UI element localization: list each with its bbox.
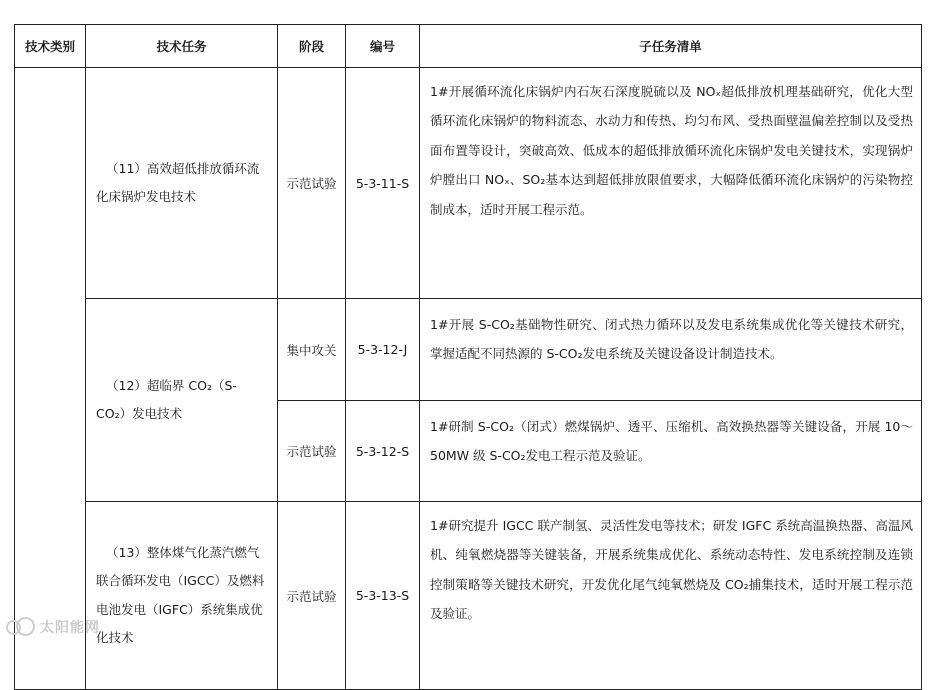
code-cell: 5-3-13-S	[346, 502, 420, 690]
table-row	[15, 299, 922, 401]
table-row	[15, 502, 922, 690]
task-cell	[86, 68, 278, 299]
task-label-rest: 联合循环发电（IGCC）及燃料电池发电（IGFC）系统集成优化技术	[96, 573, 265, 645]
watermark-text: 太阳能网	[40, 620, 100, 636]
task-label-first: （12）超临界 CO₂（S-	[106, 377, 237, 393]
watermark	[6, 616, 100, 638]
stage-cell: 示范试验	[278, 502, 346, 690]
table-header-row	[15, 25, 922, 68]
task-cell	[86, 299, 278, 502]
stage-cell: 集中攻关	[278, 299, 346, 401]
task-label-first: （13）整体煤气化蒸汽燃气	[106, 544, 260, 560]
code-cell: 5-3-11-S	[346, 68, 420, 299]
header-category: 技术类别	[15, 25, 86, 68]
category-cell	[15, 68, 86, 690]
header-subtasks: 子任务清单	[420, 25, 922, 68]
header-task: 技术任务	[86, 25, 278, 68]
subtask-detail: 1#研究提升 IGCC 联产制氢、灵活性发电等技术；研发 IGFC 系统高温换热器、高温风机、纯氧燃烧器等关键装备，开展系统集成优化、系统动态特性、发电系统控制及连锁控制策略等关键技术研究，开发优化尾气纯氧燃烧及 CO₂捕集技术，适时开展工程示范及验证。	[420, 502, 922, 690]
code-cell: 5-3-12-S	[346, 401, 420, 502]
header-stage: 阶段	[278, 25, 346, 68]
stage-cell: 示范试验	[278, 68, 346, 299]
logo-circles-icon	[6, 617, 36, 637]
header-code: 编号	[346, 25, 420, 68]
stage-cell: 示范试验	[278, 401, 346, 502]
task-label-first: （11）高效超低排放循环流	[106, 160, 260, 176]
subtask-detail: 1#研制 S-CO₂（闭式）燃煤锅炉、透平、压缩机、高效换热器等关键设备，开展 10～50MW 级 S-CO₂发电工程示范及验证。	[420, 401, 922, 502]
tech-task-table	[14, 24, 922, 690]
table-row	[15, 68, 922, 299]
task-label-rest: CO₂）发电技术	[96, 406, 183, 421]
subtask-detail: 1#开展循环流化床锅炉内石灰石深度脱硫以及 NOₓ超低排放机理基础研究，优化大型循环流化床锅炉的物料流态、水动力和传热、均匀布风、受热面壁温偏差控制以及受热面布置等设计，突破高效、低成本的超低排放循环流化床锅炉发电关键技术，实现锅炉炉膛出口 NOₓ、SO₂基本达到超低排放限值要求，大幅降低循环流化床锅炉的污染物控制成本，适时开展工程示范。	[420, 68, 922, 299]
subtask-detail: 1#开展 S-CO₂基础物性研究、闭式热力循环以及发电系统集成优化等关键技术研究，掌握适配不同热源的 S-CO₂发电系统及关键设备设计制造技术。	[420, 299, 922, 401]
task-label-rest: 化床锅炉发电技术	[96, 189, 197, 204]
code-cell: 5-3-12-J	[346, 299, 420, 401]
task-cell	[86, 502, 278, 690]
